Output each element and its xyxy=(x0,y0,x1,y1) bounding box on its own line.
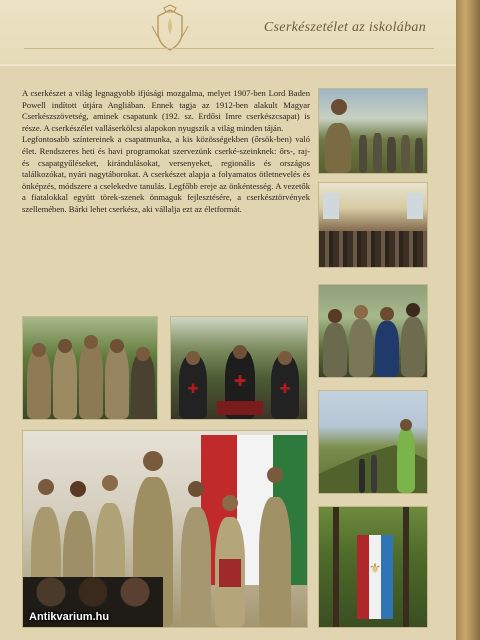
article-paragraph: Legfontosabb színtereinek a csapatmunka, a kis közösségekben (őrsök-ben) való élet. Rendszeres heti és havi programokat szervezünk cserké-szeinknek: őrs-, raj- és csapatgyűléseket, kirándulásokat, versenyeket, regionális és országos találkozókat, nyári nagytáborokat. A cserkészet alapja a folyamatos ötletnevelés és önképzés, módszere a cselekedve tanulás. Legfőbb ereje az önkéntesség. A vezetők a fiatalokkal együtt törek-szenek önmaguk fejlesztésére, a cserkésztörvények szellemében. Bárki lehet cserkész, aki vállalja ezt az életformát. xyxy=(22,134,310,214)
article-text xyxy=(22,88,310,216)
watermark-text: Antikvarium.hu xyxy=(29,611,110,623)
book-spine xyxy=(456,0,480,640)
crest-icon xyxy=(148,4,192,54)
photo-scout-outdoor-group xyxy=(318,88,428,174)
photo-scouts-arm-in-arm xyxy=(22,316,158,420)
section-title: Cserkészetélet az iskolában xyxy=(263,20,426,35)
photo-knights-table: ✚ ✚ ✚ xyxy=(170,316,308,420)
article-paragraph: A cserkészet a világ legnagyobb ifjúsági mozgalma, melyet 1907-ben Lord Baden Powell indított útjára Angliában. Ennek tagja az 1912-ben alakult Magyar Cserkészszövetség, aminek csapatunk (192. sz. Erdősi Imre cserkészcsapat) is része. A cserkészélet valláserkölcsi alapokon nyugszik a világ minden táján. xyxy=(22,88,310,133)
photo-hill-hike xyxy=(318,390,428,494)
page-header xyxy=(0,0,456,64)
photo-girls-seated xyxy=(318,284,428,378)
photo-flag-forest: ⚜ xyxy=(318,506,428,628)
header-divider xyxy=(24,48,434,49)
photo-hall-audience xyxy=(318,182,428,268)
photo-oath-ceremony xyxy=(22,430,308,628)
